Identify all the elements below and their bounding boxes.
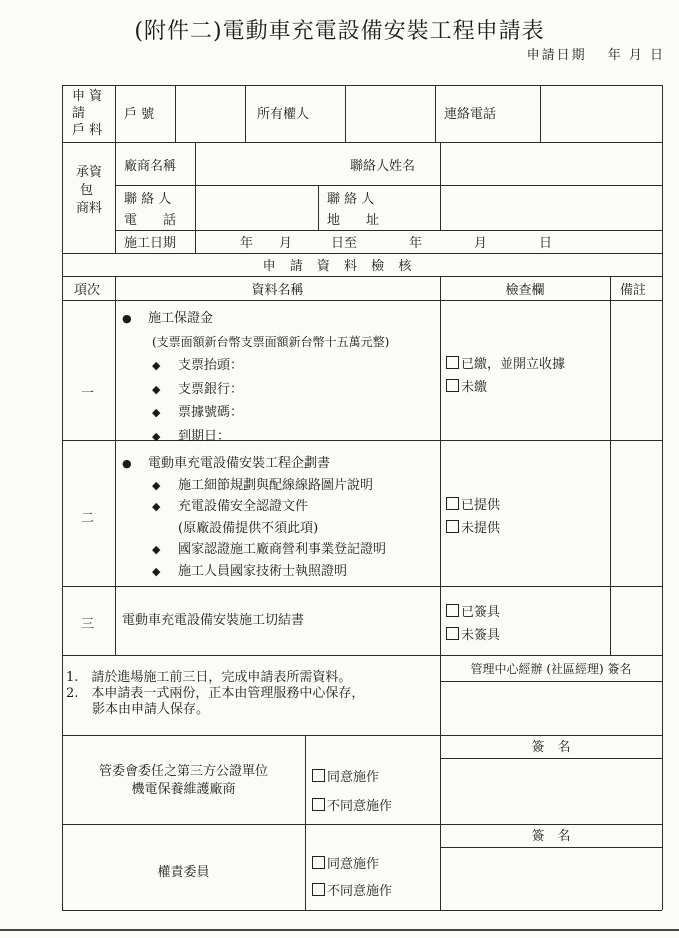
rule — [62, 910, 662, 911]
row-2-bullet — [122, 453, 386, 475]
rule — [318, 185, 319, 230]
check-label: 已簽具 — [461, 605, 501, 620]
third-party-label — [62, 763, 305, 799]
diamond-icon: ◆ — [152, 406, 161, 419]
sub-item-text: 施工細節規劃與配線線路圖片說明 — [178, 477, 374, 493]
col-item-header: 項次 — [74, 283, 101, 298]
checkbox[interactable] — [312, 798, 325, 811]
checkbox[interactable] — [446, 627, 459, 640]
row-2-content — [122, 453, 386, 582]
rule — [440, 681, 662, 682]
committee-options — [312, 851, 392, 905]
check-label: 已繳，並開立收據 — [461, 357, 566, 372]
diamond-icon: ◆ — [152, 564, 161, 578]
diamond-icon: ◆ — [152, 359, 161, 372]
owner-field[interactable] — [346, 90, 434, 140]
rule — [62, 276, 662, 277]
contact-phone-field[interactable] — [196, 188, 316, 228]
disagree-option[interactable] — [312, 792, 392, 821]
bullet-text: 電動車充電設備安裝工程企劃書 — [148, 456, 331, 471]
rule — [662, 85, 663, 910]
label-line: 聯 絡 人 — [124, 192, 172, 207]
row-number: 三 — [81, 617, 95, 632]
work-date-label: 施工日期 — [124, 236, 177, 251]
sub-item — [122, 354, 389, 378]
checkbox[interactable] — [446, 520, 459, 533]
sub-item-text: 充電設備安全認證文件 — [178, 499, 309, 514]
sub-item-text: 支票銀行： — [178, 381, 244, 397]
unit-no-field[interactable] — [176, 90, 244, 140]
diamond-icon: ◆ — [152, 478, 161, 492]
check-option[interactable] — [446, 353, 565, 376]
rule — [62, 85, 662, 86]
row-1-checks — [446, 353, 565, 399]
check-label: 已提供 — [461, 498, 501, 513]
sub-item-text: 票據號碼： — [178, 405, 244, 420]
check-label: 未提供 — [461, 521, 501, 536]
row-3-checks — [446, 601, 500, 647]
committee-sign-label: 簽 名 — [531, 829, 571, 844]
sub-item — [122, 378, 389, 402]
sub-item — [122, 539, 386, 561]
rule — [62, 142, 662, 143]
sub-item — [122, 475, 386, 497]
form-title: (附件二)電動車充電設備安裝工程申請表 — [134, 19, 545, 44]
label-line: 包 — [80, 183, 94, 198]
label-line: 戶 料 — [72, 123, 103, 138]
rule — [440, 758, 662, 759]
review-header: 申 請 資 料 檢 核 — [262, 259, 417, 274]
rule — [305, 735, 306, 910]
diamond-icon: ◆ — [152, 429, 161, 443]
checkbox[interactable] — [312, 883, 325, 896]
check-option[interactable] — [446, 517, 500, 540]
check-label: 未繳 — [461, 380, 488, 395]
label-line: 商料 — [76, 201, 103, 216]
checkbox[interactable] — [446, 497, 459, 510]
sub-item — [122, 496, 386, 518]
mgmt-sign-field[interactable] — [441, 683, 661, 733]
checkbox[interactable] — [446, 604, 459, 617]
bullet-icon: ● — [122, 312, 132, 325]
note-line: 影本由申請人保存。 — [66, 702, 210, 717]
row-2-checks — [446, 494, 500, 540]
vendor-name-field[interactable] — [196, 146, 336, 182]
third-party-options — [312, 763, 392, 821]
third-party-sign-label: 簽 名 — [531, 740, 571, 755]
note-line: 2. 本申請表一式兩份，正本由管理服務中心保存， — [66, 686, 365, 701]
col-note-header: 備註 — [620, 283, 647, 298]
checkbox[interactable] — [312, 769, 325, 782]
sub-item-note: (原廠設備提供不須此項) — [178, 520, 319, 536]
page-bottom-rule — [0, 929, 679, 931]
phone-label: 連絡電話 — [444, 107, 497, 122]
sub-item-text: 到期日： — [178, 428, 231, 444]
checkbox[interactable] — [446, 356, 459, 369]
checkbox[interactable] — [312, 856, 325, 869]
label-line: 申 資 — [72, 89, 103, 104]
option-label: 同意施作 — [327, 770, 380, 785]
row-3-text: 電動車充電設備安裝施工切結書 — [122, 613, 305, 628]
rule — [62, 586, 662, 587]
col-name-header: 資料名稱 — [251, 283, 304, 298]
row-1-subtitle: (支票面額新台幣支票面額新台幣十五萬元整) — [152, 334, 390, 349]
sub-item-text: 施工人員國家技術士執照證明 — [178, 563, 348, 579]
phone-field[interactable] — [541, 90, 661, 140]
diamond-icon: ◆ — [152, 543, 161, 556]
label-line: 電 話 — [124, 213, 177, 228]
vendor-name-label: 廠商名稱 — [124, 159, 177, 174]
option-label: 不同意施作 — [327, 884, 393, 899]
rule — [115, 230, 662, 231]
label-line: 機電保養維護廠商 — [131, 782, 236, 797]
unit-no-label: 戶 號 — [124, 107, 155, 122]
row-1-bullet — [122, 307, 389, 331]
rule — [115, 276, 116, 655]
option-label: 不同意施作 — [327, 799, 393, 814]
contact-phone-label — [124, 189, 176, 231]
disagree-option[interactable] — [312, 878, 392, 905]
contact-name-field[interactable] — [441, 146, 661, 182]
third-party-sign-field[interactable] — [441, 760, 661, 822]
sub-item-text: 國家認證施工廠商營利事業登記證明 — [178, 542, 387, 557]
label-line: 地 址 — [327, 213, 380, 228]
bullet-text: 施工保證金 — [148, 311, 214, 326]
bullet-icon: ● — [122, 457, 132, 470]
rule — [245, 85, 246, 142]
label-line: 管委會委任之第三方公證單位 — [98, 764, 268, 779]
agree-option[interactable] — [312, 851, 392, 878]
notes — [66, 670, 364, 718]
check-option[interactable] — [446, 624, 500, 647]
note-line: 1. 請於進場施工前三日，完成申請表所需資料。 — [66, 670, 352, 685]
apply-date: 申請日期 年 月 日 — [526, 48, 665, 63]
checkbox[interactable] — [446, 379, 459, 392]
check-option[interactable] — [446, 494, 500, 517]
rule — [62, 253, 662, 254]
rule — [115, 85, 116, 253]
rule — [62, 824, 662, 825]
check-label: 未簽具 — [461, 628, 501, 643]
label-line: 請 — [72, 106, 86, 121]
rule — [610, 276, 611, 655]
check-option[interactable] — [446, 601, 500, 624]
sub-item-text: 支票抬頭： — [178, 358, 244, 373]
owner-label: 所有權人 — [257, 107, 310, 122]
col-check-header: 檢查欄 — [505, 283, 545, 298]
contact-address-field[interactable] — [441, 188, 661, 228]
contractor-section-label — [76, 164, 102, 218]
mgmt-sign-label: 管理中心經辦 (社區經理) 簽名 — [470, 662, 632, 676]
applicant-section-label — [72, 88, 102, 139]
contact-name-label: 聯絡人姓名 — [350, 159, 416, 174]
committee-label: 權責委員 — [157, 865, 210, 880]
committee-sign-field[interactable] — [441, 849, 661, 908]
check-option[interactable] — [446, 376, 565, 399]
label-line: 聯 絡 人 — [327, 192, 375, 207]
rule — [62, 735, 662, 736]
option-label: 同意施作 — [327, 857, 380, 872]
row-number: 一 — [81, 386, 95, 401]
work-date-field[interactable]: 年 月 日至 年 月 日 — [240, 236, 553, 251]
agree-option[interactable] — [312, 763, 392, 792]
rule — [435, 85, 436, 142]
row-1-content — [122, 307, 389, 448]
diamond-icon: ◆ — [152, 382, 161, 396]
contact-address-label — [327, 189, 379, 231]
diamond-icon: ◆ — [152, 500, 161, 513]
rule — [62, 655, 662, 656]
rule — [440, 847, 662, 848]
rule — [62, 300, 662, 301]
sub-item — [122, 561, 386, 583]
row-number: 二 — [81, 511, 95, 526]
label-line: 承資 — [76, 165, 103, 180]
sub-item — [122, 425, 389, 449]
rule — [115, 185, 662, 186]
sub-item — [122, 401, 389, 425]
